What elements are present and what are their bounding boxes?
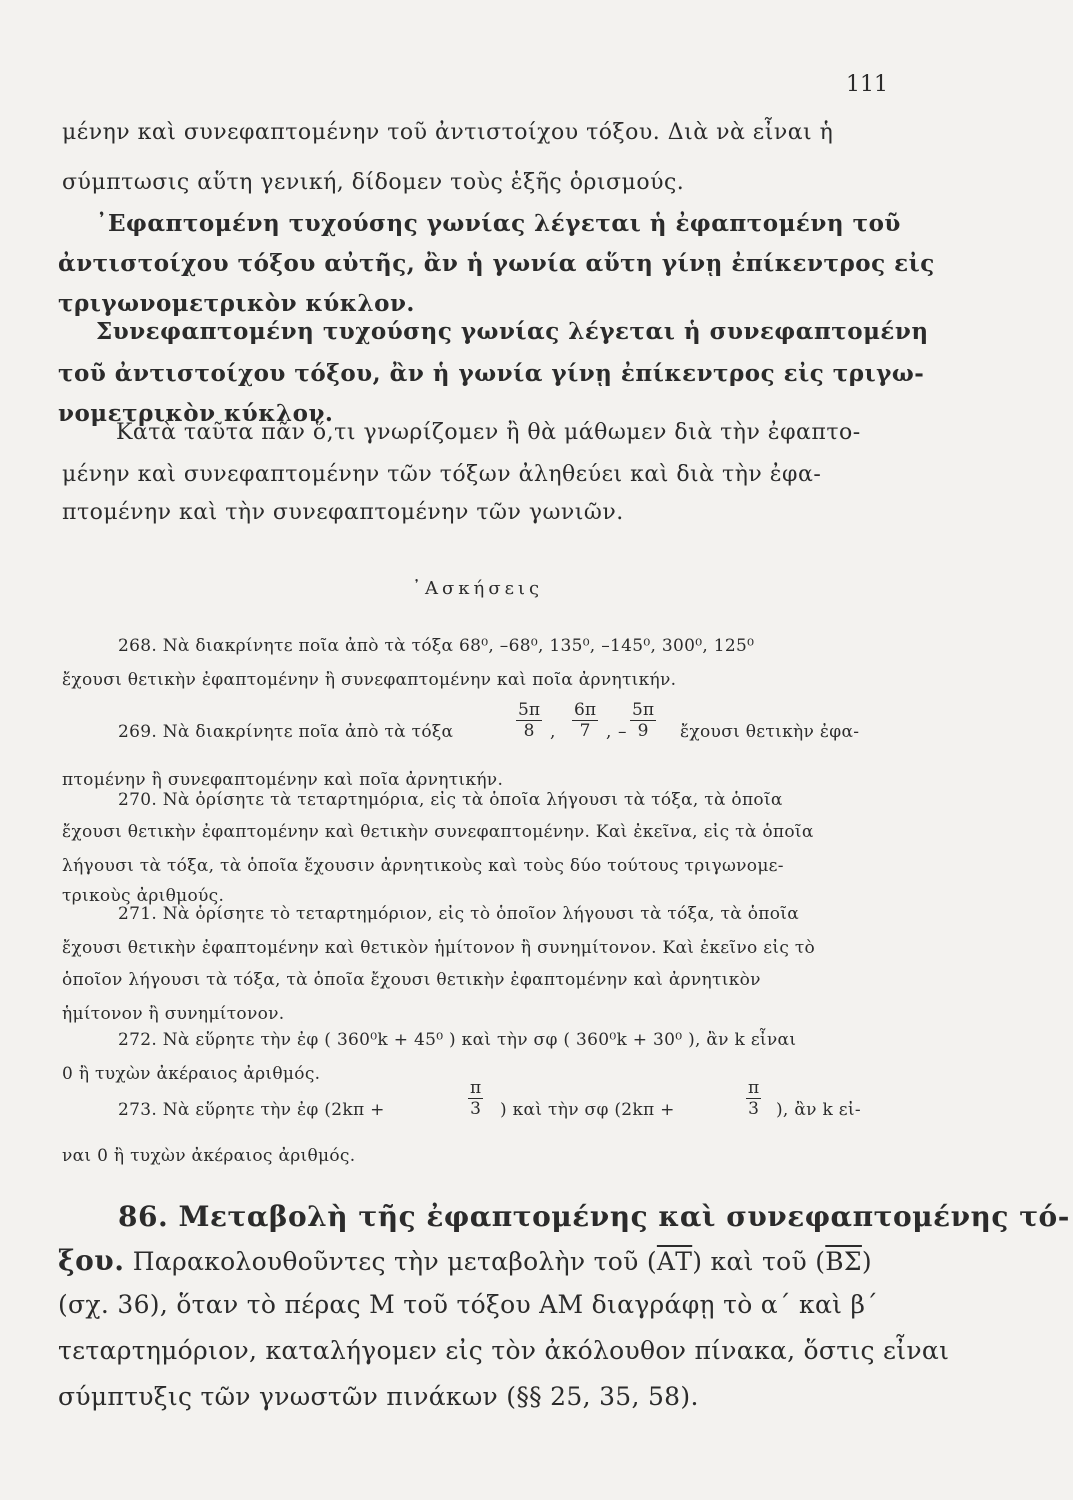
exercise-269-line-2: πτομένην ἢ συνεφαπτομένην καὶ ποῖα ἀρνητικήν.: [62, 770, 504, 790]
definition-tangent-line-1: ᾿Εφαπτομένη τυχούσης γωνίας λέγεται ἡ ἐφαπτομένη τοῦ: [96, 210, 901, 237]
exercise-270-line-4: τρικοὺς ἀριθμούς.: [62, 886, 225, 906]
definition-tangent-line-3: τριγωνομετρικὸν κύκλον.: [58, 290, 415, 317]
fraction-5pi-8: [516, 700, 542, 741]
exercise-270-line-1: 270. Νὰ ὁρίσητε τὰ τεταρτημόρια, εἰς τὰ ὁποῖα λήγουσι τὰ τόξα, τὰ ὁποῖα: [118, 790, 783, 810]
exercise-271-line-3: ὁποῖον λήγουσι τὰ τόξα, τὰ ὁποῖα ἔχουσι θετικὴν ἐφαπτομένην καὶ ἀρνητικὸν: [62, 970, 761, 990]
fraction-numerator: π: [748, 1078, 760, 1098]
section-line-3: (σχ. 36), ὅταν τὸ πέρας Μ τοῦ τόξου ΑΜ διαγράφῃ τὸ α΄ καὶ β΄: [58, 1290, 879, 1319]
exercise-271-line-2: ἔχουσι θετικὴν ἐφαπτομένην καὶ θετικὸν ἡμίτονον ἢ συνημίτονον. Καὶ ἐκεῖνο εἰς τὸ: [62, 938, 816, 958]
section-line-2: [58, 1244, 872, 1277]
fraction-separator: ,: [550, 722, 556, 742]
intro-line-2: σύμπτωσις αὕτη γενική, δίδομεν τοὺς ἑξῆς ὁρισμούς.: [62, 170, 685, 195]
definition-cotangent-line-3: νομετρικὸν κύκλον.: [58, 400, 334, 427]
page-number: 111: [846, 72, 888, 97]
exercise-273-part-2: ) καὶ τὴν σφ (2kπ +: [500, 1100, 675, 1120]
exercise-269-lead: 269. Νὰ διακρίνητε ποῖα ἀπὸ τὰ τόξα: [118, 722, 454, 742]
fraction-pi-3: [746, 1078, 761, 1119]
definition-cotangent-line-2: τοῦ ἀντιστοίχου τόξου, ἂν ἡ γωνία γίνῃ ἐπίκεντρος εἰς τριγω-: [58, 360, 925, 387]
exercise-273-line-2: ναι 0 ἢ τυχὼν ἀκέραιος ἀριθμός.: [62, 1146, 356, 1166]
paragraph-line-3: πτομένην καὶ τὴν συνεφαπτομένην τῶν γωνιῶν.: [62, 500, 624, 525]
section-line-4: τεταρτημόριον, καταλήγομεν εἰς τὸν ἀκόλουθον πίνακα, ὅστις εἶναι: [58, 1336, 950, 1365]
fraction-numerator: π: [470, 1078, 482, 1098]
fraction-separator: ,: [606, 722, 612, 742]
exercise-270-line-2: ἔχουσι θετικὴν ἐφαπτομένην καὶ θετικὴν συνεφαπτομένην. Καὶ ἐκεῖνα, εἰς τὰ ὁποῖα: [62, 822, 814, 842]
fraction-denominator: 9: [637, 721, 649, 741]
exercise-273-part-1: 273. Νὰ εὕρητε τὴν ἐφ (2kπ +: [118, 1100, 385, 1120]
fraction-numerator: 5π: [518, 700, 540, 720]
section-heading-continuation: ξου.: [58, 1244, 125, 1277]
section-line-2-close: ): [861, 1247, 872, 1276]
fraction-5pi-9: [630, 700, 656, 741]
fraction-denominator: 8: [523, 721, 535, 741]
exercises-title: ᾿Ασκήσεις: [412, 578, 544, 599]
exercise-271-line-1: 271. Νὰ ὁρίσητε τὸ τεταρτημόριον, εἰς τὸ ὁποῖον λήγουσι τὰ τόξα, τὰ ὁποῖα: [118, 904, 799, 924]
section-line-2-mid: ) καὶ τοῦ (: [692, 1247, 826, 1276]
definition-tangent-line-2: ἀντιστοίχου τόξου αὐτῆς, ἂν ἡ γωνία αὕτη γίνῃ ἐπίκεντρος εἰς: [58, 250, 935, 277]
fraction-numerator: 5π: [632, 700, 654, 720]
arc-bs: $\overline{B\Sigma}$: [825, 1247, 862, 1276]
exercise-272-line-1: 272. Νὰ εὕρητε τὴν ἐφ ( 360⁰k + 45⁰ ) καὶ τὴν σφ ( 360⁰k + 30⁰ ), ἂν k εἶναι: [118, 1030, 797, 1050]
fraction-pi-3: [468, 1078, 483, 1119]
section-heading: 86. Μεταβολὴ τῆς ἐφαπτομένης καὶ συνεφαπτομένης τό-: [118, 1200, 1070, 1233]
fraction-numerator: 6π: [574, 700, 596, 720]
section-line-5: σύμπτυξις τῶν γνωστῶν πινάκων (§§ 25, 35, 58).: [58, 1382, 699, 1411]
section-line-2-text: Παρακολουθοῦντες τὴν μεταβολὴν τοῦ (: [132, 1247, 657, 1276]
minus-sign: –: [618, 722, 627, 742]
paragraph-line-2: μένην καὶ συνεφαπτομένην τῶν τόξων ἀληθεύει καὶ διὰ τὴν ἐφα-: [62, 462, 822, 487]
exercise-268-line-1: 268. Νὰ διακρίνητε ποῖα ἀπὸ τὰ τόξα 68⁰, –68⁰, 135⁰, –145⁰, 300⁰, 125⁰: [118, 636, 755, 656]
exercise-272-line-2: 0 ἢ τυχὼν ἀκέραιος ἀριθμός.: [62, 1064, 321, 1084]
exercise-271-line-4: ἡμίτονον ἢ συνημίτονον.: [62, 1004, 285, 1024]
paragraph-line-1: Κατὰ ταῦτα πᾶν ὅ,τι γνωρίζομεν ἢ θὰ μάθωμεν διὰ τὴν ἐφαπτο-: [116, 420, 861, 445]
arc-at: $\overline{AT}$: [656, 1247, 693, 1276]
exercise-273-part-3: ), ἂν k εἰ-: [776, 1100, 861, 1120]
fraction-denominator: 3: [470, 1099, 481, 1119]
fraction-denominator: 7: [579, 721, 591, 741]
exercise-270-line-3: λήγουσι τὰ τόξα, τὰ ὁποῖα ἔχουσιν ἀρνητικοὺς καὶ τοὺς δύο τούτους τριγωνομε-: [62, 856, 784, 876]
intro-line-1: μένην καὶ συνεφαπτομένην τοῦ ἀντιστοίχου τόξου. Διὰ νὰ εἶναι ἡ: [62, 120, 834, 145]
fraction-denominator: 3: [748, 1099, 759, 1119]
exercise-268-line-2: ἔχουσι θετικὴν ἐφαπτομένην ἢ συνεφαπτομένην καὶ ποῖα ἀρνητικήν.: [62, 670, 677, 690]
exercise-269-tail: ἔχουσι θετικὴν ἐφα-: [680, 722, 860, 742]
fraction-6pi-7: [572, 700, 598, 741]
definition-cotangent-line-1: Συνεφαπτομένη τυχούσης γωνίας λέγεται ἡ συνεφαπτομένη: [96, 318, 929, 345]
